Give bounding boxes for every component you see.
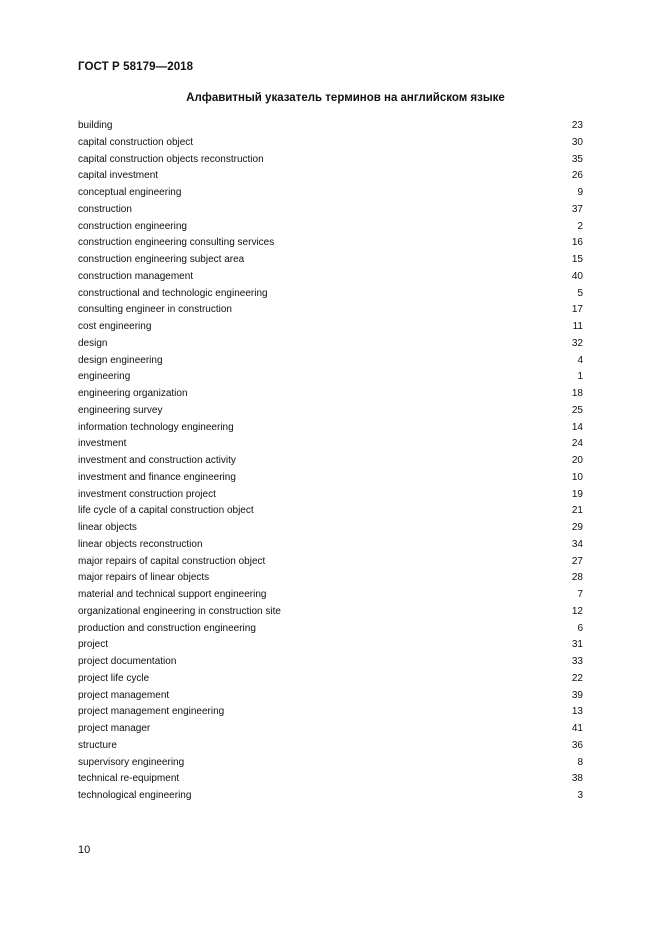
index-term-number: 33 xyxy=(571,656,583,667)
index-term: supervisory engineering xyxy=(78,756,185,768)
index-entry xyxy=(78,403,583,420)
index-term: technical re-equipment xyxy=(78,773,180,785)
index-term: major repairs of capital construction object xyxy=(78,555,266,567)
index-term-number: 37 xyxy=(571,203,583,215)
index-term-number: 19 xyxy=(571,488,583,500)
index-entry xyxy=(78,788,583,805)
index-term-number: 25 xyxy=(571,404,583,416)
index-term-number: 15 xyxy=(571,254,583,265)
index-term: engineering organization xyxy=(78,388,188,399)
index-term: investment and construction activity xyxy=(78,455,236,466)
index-term: cost engineering xyxy=(78,321,152,332)
index-entry xyxy=(78,185,583,202)
document-code: ГОСТ Р 58179—2018 xyxy=(78,61,194,73)
index-term-number: 11 xyxy=(572,321,583,332)
index-term-number: 7 xyxy=(577,589,583,600)
index-term: construction management xyxy=(78,270,194,282)
index-term-number: 1 xyxy=(577,371,583,383)
index-term-number: 8 xyxy=(577,756,583,768)
index-entry xyxy=(78,118,583,135)
term-index-list xyxy=(78,118,583,805)
index-term-number: 39 xyxy=(571,689,583,701)
index-term-number: 34 xyxy=(571,538,583,550)
index-term: engineering xyxy=(78,371,131,383)
index-term-number: 26 xyxy=(571,170,583,182)
index-term-number: 14 xyxy=(571,421,583,433)
index-term: capital construction objects reconstruction xyxy=(78,153,264,165)
index-term-number: 17 xyxy=(571,304,583,316)
index-entry xyxy=(78,520,583,537)
index-entry xyxy=(78,621,583,638)
index-term: project documentation xyxy=(78,656,177,667)
index-entry xyxy=(78,252,583,269)
index-term-number: 6 xyxy=(577,622,583,634)
index-entry xyxy=(78,587,583,604)
index-title: Алфавитный указатель терминов на английском языке xyxy=(186,92,505,104)
index-term-number: 30 xyxy=(571,136,583,148)
index-entry xyxy=(78,219,583,236)
index-term: capital investment xyxy=(78,170,159,182)
index-term: engineering survey xyxy=(78,404,163,416)
index-term-number: 40 xyxy=(571,270,583,282)
index-term: construction engineering subject area xyxy=(78,254,245,265)
index-term-number: 9 xyxy=(577,187,583,198)
index-entry xyxy=(78,453,583,470)
index-term-number: 28 xyxy=(571,572,583,584)
index-entry xyxy=(78,386,583,403)
index-entry xyxy=(78,353,583,370)
index-term: constructional and technologic engineering xyxy=(78,287,268,299)
index-term: technological engineering xyxy=(78,790,192,801)
index-entry xyxy=(78,654,583,671)
index-term-number: 10 xyxy=(571,471,583,483)
index-term: capital construction object xyxy=(78,136,194,148)
index-term: organizational engineering in construction site xyxy=(78,605,281,617)
index-entry xyxy=(78,688,583,705)
index-entry xyxy=(78,470,583,487)
index-entry xyxy=(78,286,583,303)
index-entry xyxy=(78,319,583,336)
index-term-number: 20 xyxy=(571,455,583,466)
index-entry xyxy=(78,771,583,788)
index-entry xyxy=(78,168,583,185)
index-term: linear objects reconstruction xyxy=(78,538,203,550)
index-term-number: 13 xyxy=(571,706,583,718)
index-term-number: 22 xyxy=(571,672,583,684)
index-entry xyxy=(78,420,583,437)
index-term-number: 16 xyxy=(571,237,583,249)
index-term: construction engineering consulting services xyxy=(78,237,275,249)
index-term: project management engineering xyxy=(78,706,225,718)
index-entry xyxy=(78,738,583,755)
index-entry xyxy=(78,604,583,621)
index-entry xyxy=(78,721,583,738)
page-number: 10 xyxy=(78,844,91,856)
index-term: conceptual engineering xyxy=(78,187,182,198)
index-term: design xyxy=(78,337,108,349)
index-entry xyxy=(78,202,583,219)
index-term: investment construction project xyxy=(78,488,216,500)
index-term-number: 27 xyxy=(571,555,583,567)
index-term-number: 12 xyxy=(571,605,583,617)
index-term: investment and finance engineering xyxy=(78,471,236,483)
index-entry xyxy=(78,336,583,353)
index-term: consulting engineer in construction xyxy=(78,304,232,316)
index-term-number: 32 xyxy=(571,337,583,349)
index-term-number: 31 xyxy=(571,639,583,651)
index-term-number: 35 xyxy=(571,153,583,165)
index-term-number: 2 xyxy=(577,220,583,232)
index-entry xyxy=(78,537,583,554)
index-term-number: 24 xyxy=(571,438,583,450)
index-term: major repairs of linear objects xyxy=(78,572,210,584)
index-entry xyxy=(78,302,583,319)
index-term-number: 38 xyxy=(571,773,583,785)
index-term-number: 23 xyxy=(571,120,583,131)
index-term: production and construction engineering xyxy=(78,622,256,634)
index-term: project manager xyxy=(78,723,151,734)
index-term-number: 4 xyxy=(577,354,583,366)
index-term: building xyxy=(78,120,113,131)
index-term-number: 21 xyxy=(571,505,583,517)
index-term: construction engineering xyxy=(78,220,187,232)
index-entry xyxy=(78,487,583,504)
index-term: project management xyxy=(78,689,170,701)
index-entry xyxy=(78,570,583,587)
index-term-number: 3 xyxy=(577,790,583,801)
index-entry xyxy=(78,135,583,152)
index-term: project life cycle xyxy=(78,672,150,684)
index-entry xyxy=(78,369,583,386)
index-term: project xyxy=(78,639,109,651)
index-term: design engineering xyxy=(78,354,163,366)
index-term-number: 29 xyxy=(571,522,583,533)
index-entry xyxy=(78,503,583,520)
index-term-number: 41 xyxy=(571,723,583,734)
index-entry xyxy=(78,637,583,654)
index-term: investment xyxy=(78,438,127,450)
index-entry xyxy=(78,755,583,772)
index-term: linear objects xyxy=(78,522,137,533)
index-term: construction xyxy=(78,203,132,215)
index-entry xyxy=(78,671,583,688)
index-term: information technology engineering xyxy=(78,421,234,433)
index-entry xyxy=(78,704,583,721)
index-entry xyxy=(78,269,583,286)
index-term-number: 18 xyxy=(571,388,583,399)
index-term: material and technical support engineering xyxy=(78,589,267,600)
index-term: structure xyxy=(78,739,117,751)
index-entry xyxy=(78,436,583,453)
index-term-number: 5 xyxy=(577,287,583,299)
index-entry xyxy=(78,152,583,169)
index-term-number: 36 xyxy=(571,739,583,751)
index-entry xyxy=(78,554,583,571)
index-term: life cycle of a capital construction object xyxy=(78,505,254,517)
index-entry xyxy=(78,235,583,252)
